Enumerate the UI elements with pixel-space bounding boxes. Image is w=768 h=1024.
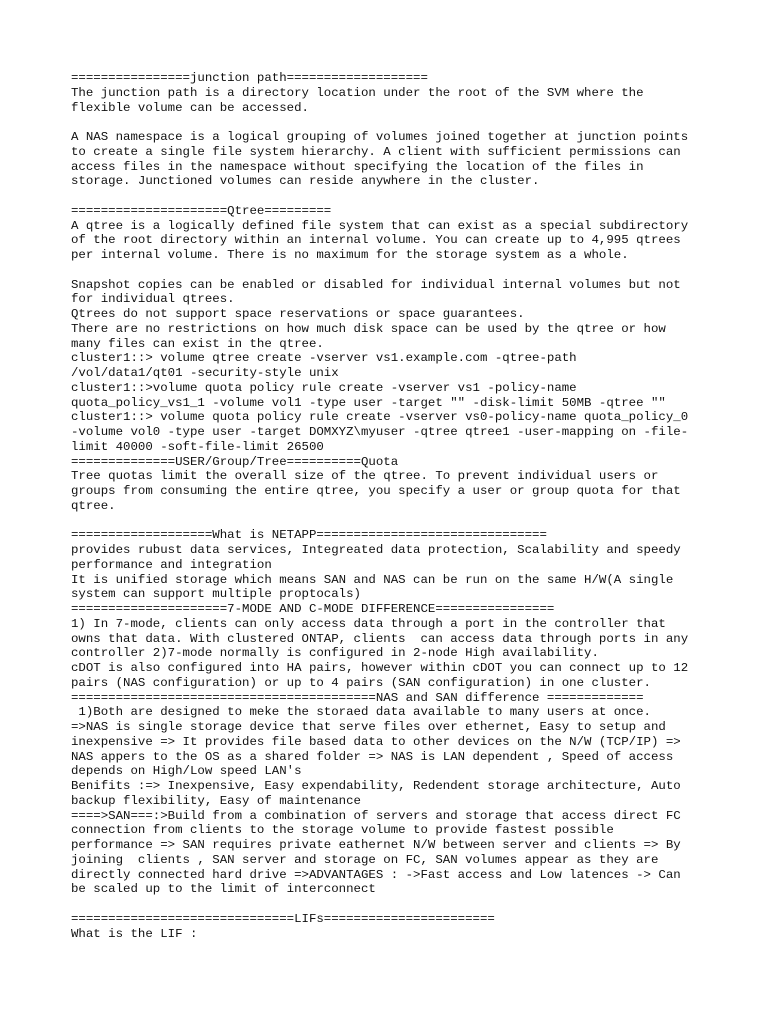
text-line: be scaled up to the limit of interconnect xyxy=(71,882,376,897)
text-line: system can support multiple proptocals) xyxy=(71,587,361,602)
text-line: directly connected hard drive =>ADVANTAGES : ->Fast access and Low latences -> Can xyxy=(71,867,681,882)
text-line: Tree quotas limit the overall size of the qtree. To prevent individual users or xyxy=(71,469,659,484)
text-line: =====================7-MODE AND C-MODE DIFFERENCE================ xyxy=(71,602,555,616)
text-line: The junction path is a directory location under the root of the SVM where the xyxy=(71,85,644,100)
text-line: A NAS namespace is a logical grouping of volumes joined together at junction points xyxy=(71,130,689,144)
text-line: of the root directory within an internal volume. You can create up to 4,995 qtrees xyxy=(71,233,681,248)
text-line: flexible volume can be accessed. xyxy=(71,100,309,115)
text-line: NAS appers to the OS as a shared folder => NAS is LAN dependent , Speed of access xyxy=(71,749,674,764)
text-line: Benifits :=> Inexpensive, Easy expendability, Redendent storage architecture, Auto xyxy=(71,779,681,793)
text-line: depends on High/Low speed LAN's xyxy=(71,764,302,779)
text-line: ==============USER/Group/Tree==========Quota xyxy=(71,454,399,469)
text-line: pairs (NAS configuration) or up to 4 pairs (SAN configuration) in one cluster. xyxy=(71,675,651,690)
text-line: to create a single file system hierarchy. A client with sufficient permissions can xyxy=(71,144,681,159)
text-line: limit 40000 -soft-file-limit 26500 xyxy=(71,439,324,454)
text-line: connection from clients to the storage volume to provide fastest possible xyxy=(71,823,614,838)
text-line: =>NAS is single storage device that serve files over ethernet, Easy to setup and xyxy=(71,720,666,734)
text-line: joining clients , SAN server and storage on FC, SAN volumes appear as they are xyxy=(71,852,659,867)
text-line: -volume vol0 -type user -target DOMXYZ\myuser -qtree qtree1 -user-mapping on -file- xyxy=(71,425,689,439)
text-line: access files in the namespace without specifying the location of the files in xyxy=(71,159,644,174)
text-line: =====================Qtree========= xyxy=(71,203,332,218)
blank-line xyxy=(71,897,711,912)
text-line: cluster1::>volume quota policy rule create -vserver vs1 -policy-name xyxy=(71,380,577,395)
blank-line xyxy=(71,263,711,278)
text-line: ================junction path=================== xyxy=(71,71,428,85)
text-line: 1)Both are designed to meke the storaed data available to many users at once. xyxy=(71,705,651,720)
text-line: It is unified storage which means SAN and NAS can be run on the same H/W(A single xyxy=(71,572,674,587)
text-line: What is the LIF : xyxy=(71,926,198,941)
text-line: quota_policy_vs1_1 -volume vol1 -type user -target "" -disk-limit 50MB -qtree "" xyxy=(71,395,666,410)
text-line: cDOT is also configured into HA pairs, however within cDOT you can connect up to 12 xyxy=(71,661,689,675)
text-line: controller 2)7-mode normally is configured in 2-node High availability. xyxy=(71,646,599,661)
text-line: owns that data. With clustered ONTAP, clients can access data through ports in any xyxy=(71,631,689,646)
blank-line xyxy=(71,189,711,204)
text-line: many files can exist in the qtree. xyxy=(71,336,324,351)
text-line: storage. Junctioned volumes can reside anywhere in the cluster. xyxy=(71,174,540,189)
text-line: cluster1::> volume quota policy rule create -vserver vs0-policy-name quota_policy_0 xyxy=(71,410,689,425)
text-line: for individual qtrees. xyxy=(71,292,235,307)
text-line: ====>SAN===:>Build from a combination of servers and storage that access direct FC xyxy=(71,808,681,823)
text-line: Snapshot copies can be enabled or disabled for individual internal volumes but not xyxy=(71,277,681,292)
text-line: inexpensive => It provides file based data to other devices on the N/W (TCP/IP) => xyxy=(71,734,681,749)
text-line: /vol/data1/qt01 -security-style unix xyxy=(71,366,339,380)
document-body xyxy=(71,71,711,941)
text-line: =========================================NAS and SAN difference ============= xyxy=(71,690,644,705)
text-line: ===================What is NETAPP=============================== xyxy=(71,528,547,543)
blank-line xyxy=(71,514,711,529)
text-line: provides rubust data services, Integreated data protection, Scalability and speedy xyxy=(71,543,681,557)
text-line: backup flexibility, Easy of maintenance xyxy=(71,793,361,808)
text-line: per internal volume. There is no maximum for the storage system as a whole. xyxy=(71,248,629,262)
text-line: ==============================LIFs======================= xyxy=(71,911,495,926)
text-line: cluster1::> volume qtree create -vserver vs1.example.com -qtree-path xyxy=(71,351,577,366)
text-line: performance and integration xyxy=(71,557,272,572)
text-line: qtree. xyxy=(71,498,116,513)
text-line: groups from consuming the entire qtree, you specify a user or group quota for that xyxy=(71,484,681,498)
blank-line xyxy=(71,115,711,130)
text-line: There are no restrictions on how much disk space can be used by the qtree or how xyxy=(71,321,666,336)
text-line: performance => SAN requires private eathernet N/W between server and clients => By xyxy=(71,838,681,852)
text-line: A qtree is a logically defined file system that can exist as a special subdirectory xyxy=(71,218,689,233)
text-line: Qtrees do not support space reservations or space guarantees. xyxy=(71,307,525,321)
text-line: 1) In 7-mode, clients can only access data through a port in the controller that xyxy=(71,616,666,631)
